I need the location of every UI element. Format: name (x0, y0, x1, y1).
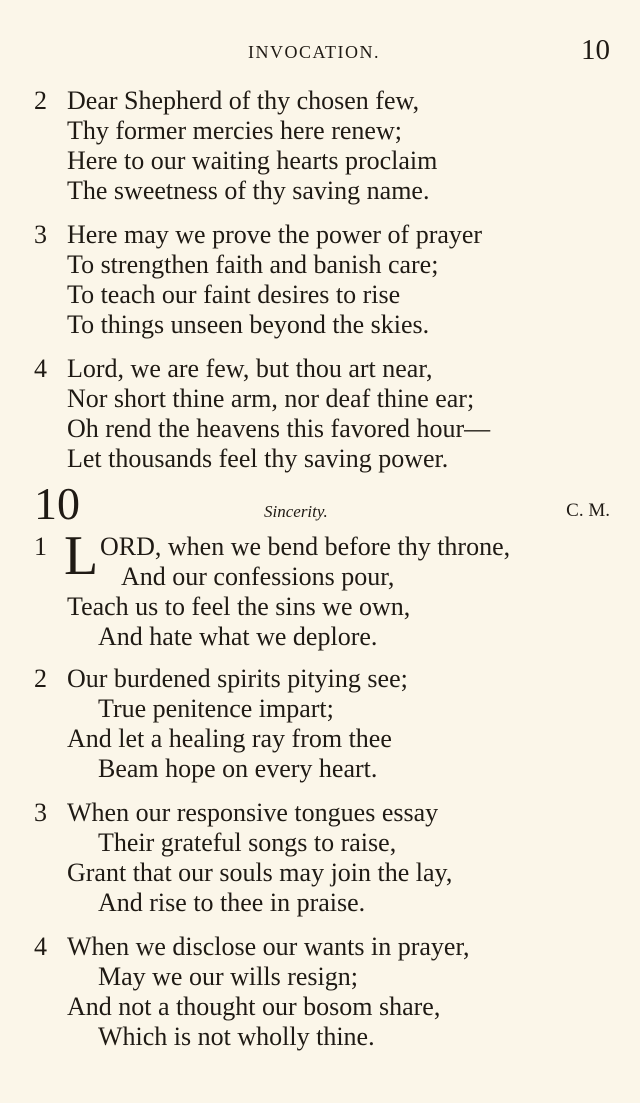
verse-line: To teach our faint desires to rise (67, 280, 401, 309)
hymn-meter: C. M. (566, 500, 610, 521)
verse-line: Oh rend the heavens this favored hour— (67, 414, 491, 443)
hymn-title: Sincerity. (264, 502, 328, 521)
verse-line: To strengthen faith and banish care; (67, 250, 439, 279)
verse-line: And hate what we deplore. (98, 622, 378, 651)
verse-line: And let a healing ray from thee (67, 724, 392, 753)
verse-line: Teach us to feel the sins we own, (67, 592, 411, 621)
stanza-number: 2 (34, 86, 47, 115)
verse-line: Grant that our souls may join the lay, (67, 858, 453, 887)
stanza-number: 1 (34, 532, 47, 561)
verse-line: Their grateful songs to raise, (98, 828, 397, 857)
verse-line: Here may we prove the power of prayer (67, 220, 483, 249)
verse-line: True penitence impart; (98, 694, 334, 723)
verse-line: Dear Shepherd of thy chosen few, (67, 86, 420, 115)
verse-line: Here to our waiting hearts proclaim (67, 146, 438, 175)
verse-line: And not a thought our bosom share, (67, 992, 441, 1021)
verse-line: To things unseen beyond the skies. (67, 310, 430, 339)
verse-line: Beam hope on every heart. (98, 754, 378, 783)
page-number: 10 (581, 34, 610, 66)
hymn-number: 10 (34, 478, 80, 529)
verse-line: ORD, when we bend before thy throne, (100, 532, 511, 561)
verse-line: The sweetness of thy saving name. (67, 176, 430, 205)
stanza-number: 4 (34, 354, 47, 383)
verse-line: Let thousands feel thy saving power. (67, 444, 449, 473)
stanza-number: 2 (34, 664, 47, 693)
verse-line: Our burdened spirits pitying see; (67, 664, 408, 693)
verse-line: When we disclose our wants in prayer, (67, 932, 470, 961)
verse-line: Nor short thine arm, nor deaf thine ear; (67, 384, 475, 413)
verse-line: Which is not wholly thine. (98, 1022, 375, 1051)
running-head (0, 36, 640, 70)
hymn-heading (0, 480, 640, 528)
verse-line: Lord, we are few, but thou art near, (67, 354, 433, 383)
running-title: INVOCATION. (248, 42, 380, 62)
drop-cap: L (64, 525, 99, 587)
stanza-number: 3 (34, 220, 47, 249)
verse-line: May we our wills resign; (98, 962, 358, 991)
verse-line: Thy former mercies here renew; (67, 116, 402, 145)
stanza-number: 3 (34, 798, 47, 827)
verse-line: When our responsive tongues essay (67, 798, 439, 827)
verse-line: And our confessions pour, (121, 562, 395, 591)
stanza-number: 4 (34, 932, 47, 961)
verse-line: And rise to thee in praise. (98, 888, 366, 917)
